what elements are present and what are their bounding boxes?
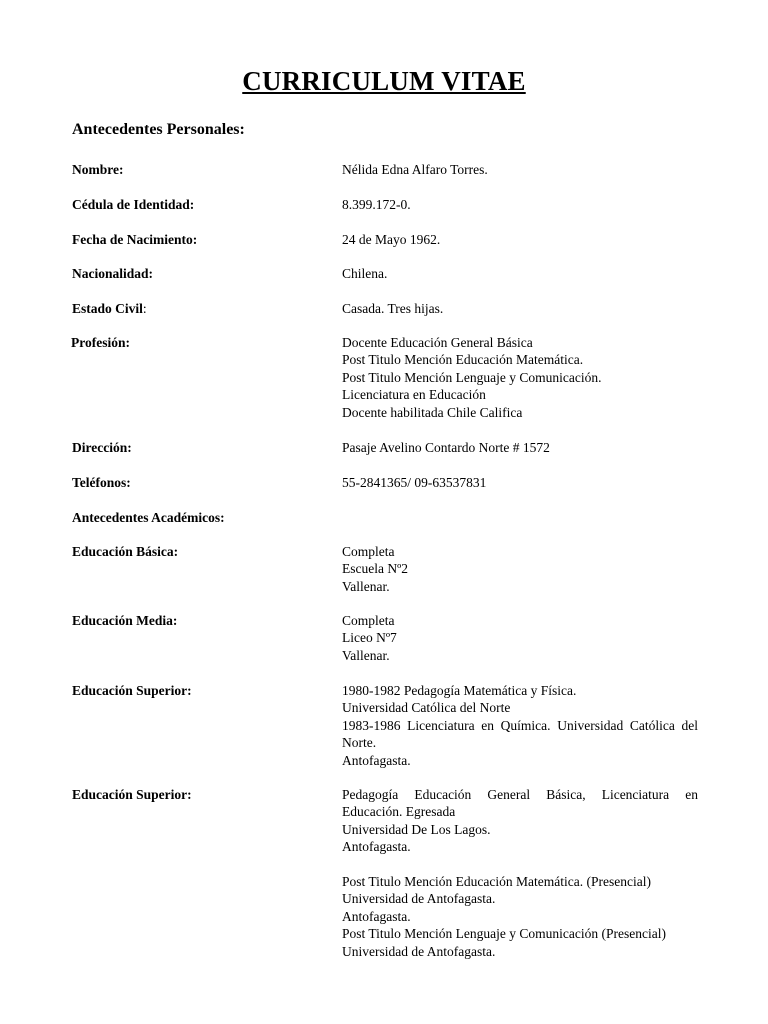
field-label: Nombre: [72, 162, 124, 177]
value-line: 1980-1982 Pedagogía Matemática y Física. [342, 683, 577, 698]
value-line: Nélida Edna Alfaro Torres. [342, 162, 488, 177]
field-label: Educación Básica: [72, 544, 179, 559]
value-line: Completa [342, 544, 395, 559]
document-title: CURRICULUM VITAE [242, 66, 526, 96]
field-value [342, 161, 698, 178]
field-label: Teléfonos: [72, 475, 131, 490]
field-label: Nacionalidad: [72, 266, 154, 281]
value-line: Universidad Católica del Norte [342, 700, 511, 716]
field-value [342, 196, 698, 213]
field-label: Educación Media: [72, 613, 178, 628]
field-label: Educación Superior: [72, 787, 192, 802]
field-value [342, 543, 698, 595]
value-line: Docente habilitada Chile Califica [342, 404, 523, 420]
value-line: Vallenar. [342, 647, 390, 663]
field-value [342, 265, 698, 282]
value-line: Universidad de Antofagasta. [342, 891, 496, 907]
value-line: Completa [342, 613, 395, 628]
value-line: 55-2841365/ 09-63537831 [342, 475, 487, 490]
blank-line [342, 856, 698, 873]
section-label: Antecedentes Académicos: [72, 510, 225, 525]
field-label [72, 300, 147, 317]
field-label: Dirección: [72, 440, 132, 455]
value-line: Escuela Nº2 [342, 561, 409, 577]
label-colon: : [142, 301, 147, 316]
value-line: 1983-1986 Licenciatura en Química. Universidad Católica del Norte. [342, 717, 698, 751]
value-line: Liceo Nº7 [342, 630, 397, 646]
value-line: Pasaje Avelino Contardo Norte # 1572 [342, 440, 550, 455]
value-line: Antofagasta. [342, 752, 411, 768]
field-label: Fecha de Nacimiento: [72, 232, 198, 247]
value-line: Post Titulo Mención Educación Matemática. (Presencial) [342, 874, 651, 890]
field-value [342, 231, 698, 248]
field-value [342, 786, 698, 960]
value-line: Post Titulo Mención Lenguaje y Comunicación. [342, 369, 602, 385]
field-value [342, 334, 698, 421]
field-value [342, 300, 698, 317]
personal-section-heading: Antecedentes Personales: [72, 121, 245, 138]
field-value [342, 439, 698, 456]
field-value [342, 612, 698, 664]
field-label: Educación Superior: [72, 683, 192, 698]
value-line: Chilena. [342, 266, 388, 281]
field-value [342, 682, 698, 769]
value-line: 8.399.172-0. [342, 197, 411, 212]
value-line: 24 de Mayo 1962. [342, 232, 441, 247]
value-line: Universidad de Antofagasta. [342, 943, 496, 959]
value-line: Vallenar. [342, 578, 390, 594]
field-value [342, 474, 698, 491]
field-label: Cédula de Identidad: [72, 197, 195, 212]
value-line: Licenciatura en Educación [342, 387, 486, 403]
value-line: Post Titulo Mención Educación Matemática. [342, 352, 584, 368]
value-line: Antofagasta. [342, 908, 411, 924]
value-line: Universidad De Los Lagos. [342, 821, 491, 837]
value-line: Post Titulo Mención Lenguaje y Comunicación (Presencial) [342, 926, 666, 942]
value-line: Casada. Tres hijas. [342, 301, 444, 316]
field-label: Profesión: [71, 335, 130, 350]
label-text: Estado Civil [72, 301, 143, 316]
value-line: Pedagogía Educación General Básica, Licenciatura en Educación. Egresada [342, 787, 698, 820]
value-line: Antofagasta. [342, 839, 411, 855]
value-line: Docente Educación General Básica [342, 335, 533, 350]
